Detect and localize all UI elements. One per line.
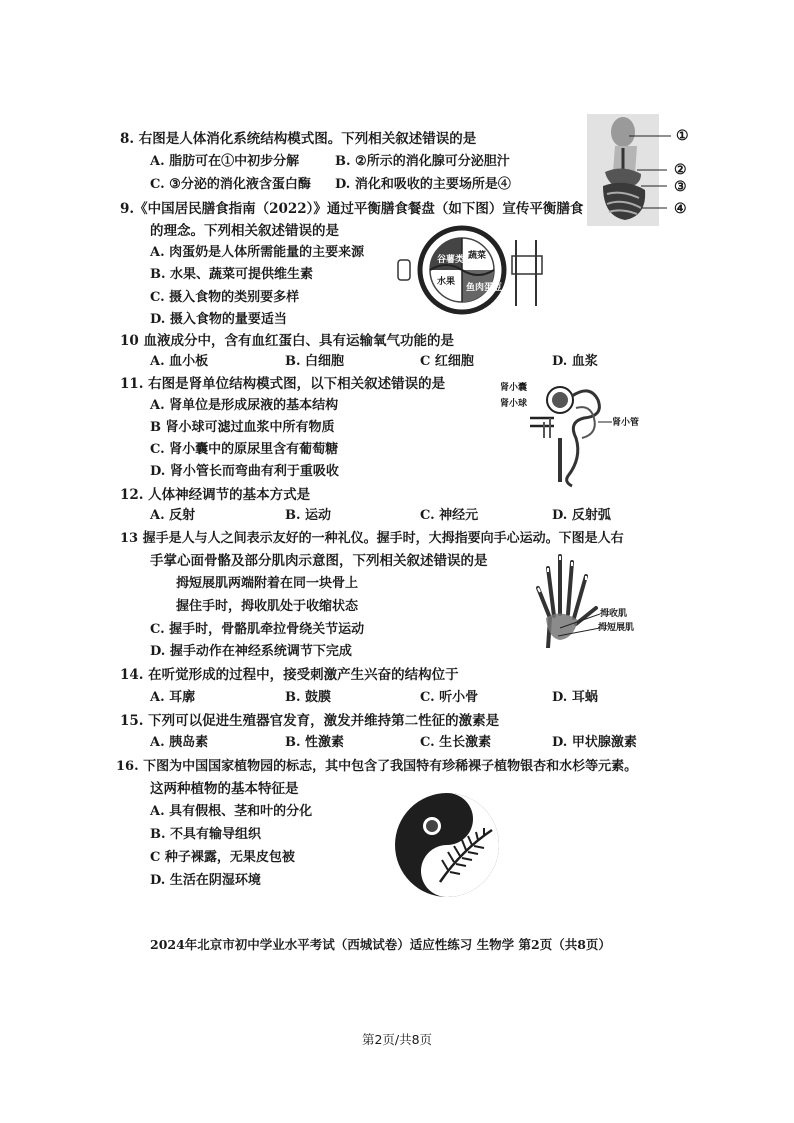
question-8-stem: 8. 右图是人体消化系统结构模式图。下列相关叙述错误的是 [120,131,477,147]
question-11-stem: 11. 右图是肾单位结构模式图，以下相关叙述错误的是 [120,376,446,392]
question-14-option-d: D. 耳蜗 [552,690,598,705]
question-11-option-c: C. 肾小囊中的原尿里含有葡萄糖 [150,442,339,457]
question-9-stem-line2: 的理念。下列相关叙述错误的是 [150,223,339,239]
hand-bones-figure [530,548,600,648]
question-12-option-b: B. 运动 [285,508,332,523]
question-14-option-c: C. 听小骨 [420,690,479,705]
question-12-stem: 12. 人体神经调节的基本方式是 [120,487,311,503]
question-15-option-a: A. 胰岛素 [150,735,209,750]
botanical-garden-logo [392,790,502,900]
question-11-option-b: B 肾小球可滤过血浆中所有物质 [150,420,335,435]
question-10-option-d: D. 血浆 [552,354,598,369]
question-13-option-a: 拇短展肌两端附着在同一块骨上 [176,576,359,591]
question-8-option-d: D. 消化和吸收的主要场所是④ [335,177,511,192]
hand-label-adductor: 拇收肌 [600,609,628,619]
question-13-option-d: D. 握手动作在神经系统调节下完成 [150,644,352,659]
hand-label-abductor: 拇短展肌 [598,623,635,633]
question-15-option-d: D. 甲状腺激素 [552,735,637,750]
question-15-option-b: B. 性激素 [285,735,345,750]
digestive-system-figure [585,112,685,232]
question-11-option-d: D. 肾小管长而弯曲有利于重吸收 [150,464,339,479]
question-13-stem-line1: 13 握手是人与人之间表示友好的一种礼仪。握手时，大拇指要向手心运动。下图是人右 [120,531,624,546]
question-16-stem-line2: 这两种植物的基本特征是 [150,781,299,797]
question-10-option-a: A. 血小板 [150,354,209,369]
question-13-option-c: C. 握手时，骨骼肌牵拉骨绕关节运动 [150,622,365,637]
question-8-option-a: A. 脂肪可在①中初步分解 [150,154,300,169]
question-14-stem: 14. 在听觉形成的过程中，接受刺激产生兴奋的结构位于 [120,667,459,683]
plate-label-protein: 鱼肉蛋豆 [466,283,503,293]
question-8-option-c: C. ③分泌的消化液含蛋白酶 [150,177,311,192]
question-10-stem: 10 血液成分中，含有血红蛋白、具有运输氧气功能的是 [120,333,454,349]
question-9-option-d: D. 摄入食物的量要适当 [150,312,287,327]
plate-label-fruit: 水果 [437,277,456,287]
page-indicator: 第2页/共8页 [361,1032,433,1047]
balanced-diet-plate-figure [396,220,546,320]
question-16-option-b: B. 不具有输导组织 [150,827,262,842]
question-15-stem: 15. 下列可以促进生殖器官发育，激发并维持第二性征的激素是 [120,713,500,729]
question-9-option-b: B. 水果、蔬菜可提供维生素 [150,267,314,282]
nephron-label-glomerulus: 肾小球 [500,399,528,409]
question-9-option-a: A. 肉蛋奶是人体所需能量的主要来源 [150,245,365,260]
question-12-option-c: C. 神经元 [420,508,479,523]
nephron-label-tubule: 肾小管 [612,418,640,428]
digestive-label-3: ③ [674,179,687,195]
nephron-figure [520,378,630,488]
question-9-option-c: C. 摄入食物的类别要多样 [150,290,300,305]
question-14-option-b: B. 鼓膜 [285,690,332,705]
question-11-option-a: A. 肾单位是形成尿液的基本结构 [150,398,339,413]
question-16-option-a: A. 具有假根、茎和叶的分化 [150,804,313,819]
question-13-stem-line2: 手掌心面骨骼及部分肌肉示意图，下列相关叙述错误的是 [150,553,488,569]
digestive-label-2: ② [674,162,687,178]
question-16-option-c: C 种子裸露，无果皮包被 [150,850,295,865]
plate-label-vegetables: 蔬菜 [468,251,487,261]
question-16-option-d: D. 生活在阴湿环境 [150,873,261,888]
question-12-option-d: D. 反射弧 [552,508,611,523]
question-8-option-b: B. ②所示的消化腺可分泌胆汁 [335,154,510,169]
question-10-option-c: C 红细胞 [420,354,474,369]
question-15-option-c: C. 生长激素 [420,735,492,750]
question-16-stem-line1: 16. 下图为中国国家植物园的标志，其中包含了我国特有珍稀裸子植物银杏和水杉等元素。 [116,759,638,774]
question-13-option-b: 握住手时，拇收肌处于收缩状态 [176,599,359,614]
page-footer: 2024年北京市初中学业水平考试（西城试卷）适应性练习 生物学 第2页（共8页） [150,937,611,952]
plate-label-grains: 谷薯类 [437,255,465,265]
question-10-option-b: B. 白细胞 [285,354,345,369]
digestive-label-4: ④ [674,201,687,217]
question-9-stem-line1: 9.《中国居民膳食指南（2022）》通过平衡膳食餐盘（如下图）宣传平衡膳食 [120,201,584,217]
question-12-option-a: A. 反射 [150,508,196,523]
nephron-label-capsule: 肾小囊 [500,383,528,393]
question-14-option-a: A. 耳廓 [150,690,196,705]
digestive-label-1: ① [676,128,689,144]
